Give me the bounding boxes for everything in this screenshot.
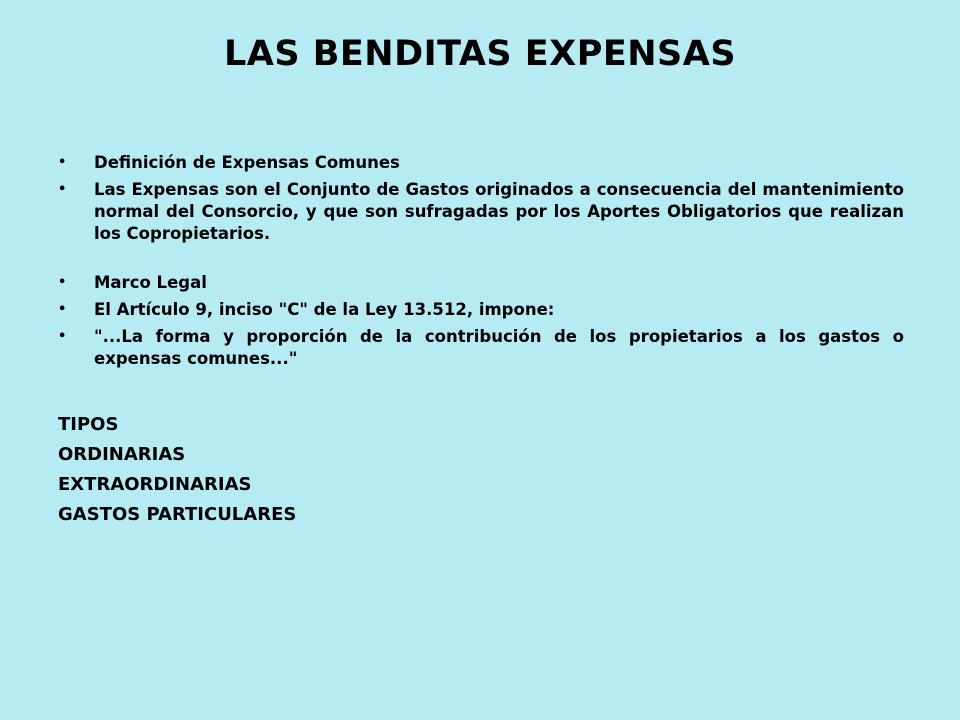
bullet-dot-icon: • [58, 302, 67, 317]
bullet-text: Definición de Expensas Comunes [94, 153, 400, 172]
bullet-text: "...La forma y proporción de la contribución de los propietarios a los gastos o expensas comunes..." [94, 327, 904, 368]
type-extraordinarias: EXTRAORDINARIAS [58, 474, 252, 495]
bullet-dot-icon: • [58, 275, 67, 290]
spacer [58, 250, 904, 272]
slide-content [58, 152, 904, 375]
bullet-text: Marco Legal [94, 273, 207, 292]
bullet-dot-icon: • [58, 155, 67, 170]
bullet-item [58, 152, 904, 174]
bullet-item [58, 272, 904, 294]
slide-title: LAS BENDITAS EXPENSAS [223, 34, 737, 74]
bullet-item [58, 179, 904, 245]
types-list [58, 410, 296, 530]
type-ordinarias: ORDINARIAS [58, 444, 186, 465]
types-heading: TIPOS [58, 414, 119, 435]
bullet-list-legal [58, 272, 904, 370]
bullet-list-definition [58, 152, 904, 245]
bullet-text: El Artículo 9, inciso "C" de la Ley 13.512, impone: [94, 300, 555, 319]
type-gastos-particulares: GASTOS PARTICULARES [58, 504, 297, 525]
bullet-item [58, 299, 904, 321]
bullet-dot-icon: • [58, 329, 67, 344]
bullet-item [58, 326, 904, 370]
bullet-text: Las Expensas son el Conjunto de Gastos originados a consecuencia del mantenimiento normal del Consorcio, y que son sufragadas por los Aportes Obligatorios que realizan los Copropietarios. [94, 180, 904, 243]
bullet-dot-icon: • [58, 182, 67, 197]
